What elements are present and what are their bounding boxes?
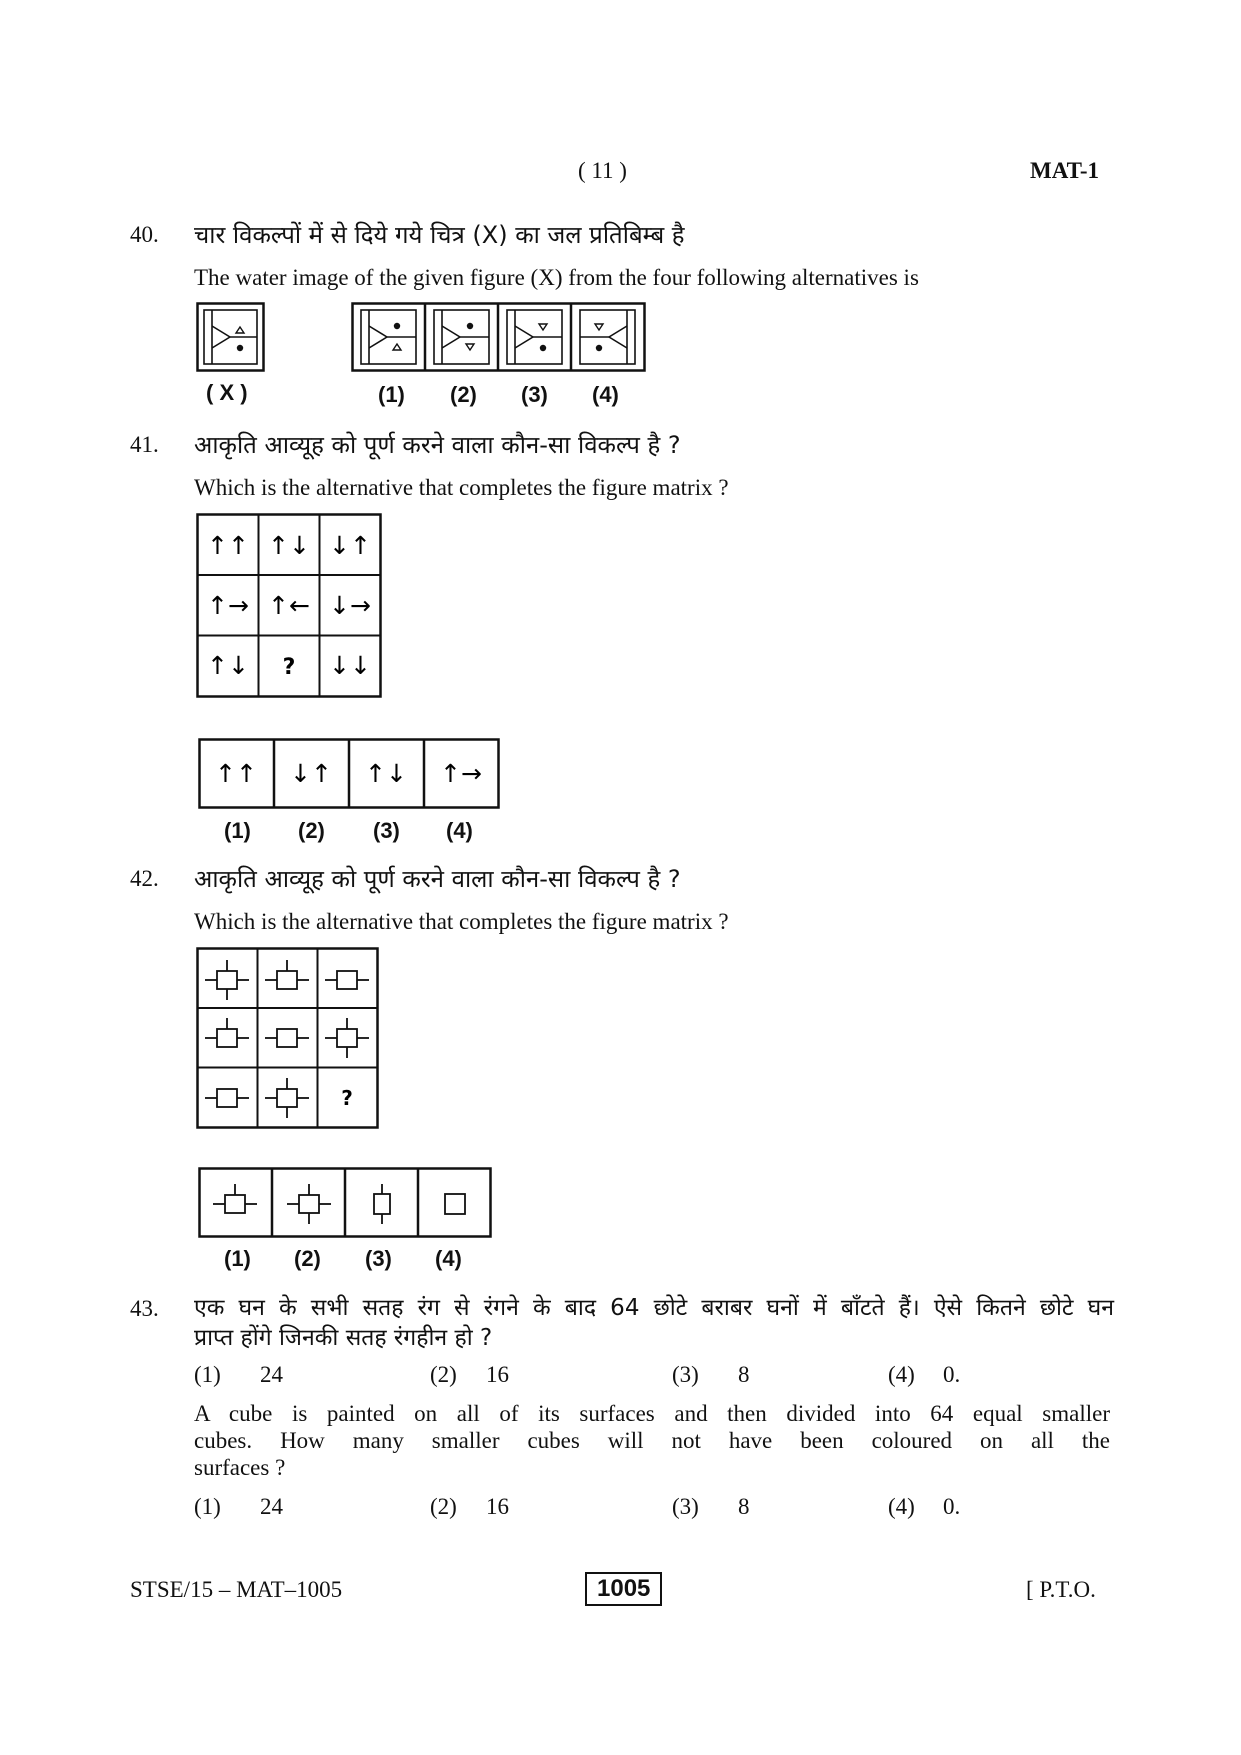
- q43-english-option-4-value: 0.: [943, 1494, 961, 1519]
- q41-matrix-cell-2-2: ↑←: [268, 591, 310, 620]
- q42-option-4-label: (4): [435, 1246, 462, 1271]
- q41-hindi-text: आकृति आव्यूह को पूर्ण करने वाला कौन-सा विकल्प है ?: [194, 431, 681, 459]
- q43-english-option-3-label: (3): [672, 1494, 699, 1519]
- q41-matrix-cell-1-1: ↑↑: [207, 531, 249, 560]
- q42-figure-matrix: [196, 947, 381, 1131]
- q42-option-2-label: (2): [294, 1246, 321, 1271]
- q41-matrix-cell-1-2: ↑↓: [268, 531, 310, 560]
- footer-booklet-number: 1005: [585, 1572, 662, 1606]
- q41-option-2-figure: ↓↑: [290, 759, 332, 788]
- q41-option-1-figure: ↑↑: [215, 759, 257, 788]
- q40-option-3-label: (3): [521, 382, 548, 407]
- q41-option-3-figure: ↑↓: [365, 759, 407, 788]
- q43-english-option-2-label: (2): [430, 1494, 457, 1519]
- q41-english-text: Which is the alternative that completes the figure matrix ?: [194, 475, 729, 500]
- question-number-42: 42.: [130, 866, 159, 891]
- q41-matrix-cell-2-3: ↓→: [329, 591, 371, 620]
- q43-hindi-option-4-value: 0.: [943, 1362, 961, 1387]
- q42-option-4-figure: [445, 1194, 465, 1214]
- q43-hindi-option-2-label: (2): [430, 1362, 457, 1387]
- q41-option-4-figure: ↑→: [440, 759, 482, 788]
- q40-option-2-label: (2): [450, 382, 477, 407]
- q43-english-line-1: A cube is painted on all of its surfaces and then divided into 64 equal smaller: [194, 1401, 1110, 1426]
- page-number: ( 11 ): [578, 158, 627, 183]
- q42-option-1-figure: [213, 1184, 257, 1213]
- q41-option-4-label: (4): [446, 818, 473, 843]
- q40-option-3-figure: [507, 310, 562, 364]
- q43-english-option-1-value: 24: [260, 1494, 283, 1519]
- q43-hindi-option-2-value: 16: [486, 1362, 509, 1387]
- q43-english-option-1-label: (1): [194, 1494, 221, 1519]
- q42-matrix-missing-cell: ?: [341, 1086, 353, 1110]
- question-number-43: 43.: [130, 1296, 159, 1321]
- q43-english-option-2-value: 16: [486, 1494, 509, 1519]
- paper-code: MAT-1: [1030, 158, 1099, 183]
- q42-english-text: Which is the alternative that completes the figure matrix ?: [194, 909, 729, 934]
- q41-matrix-cell-3-1: ↑↓: [207, 651, 249, 680]
- q43-english-option-3-value: 8: [738, 1494, 750, 1519]
- q40-figure-x-label: ( X ): [206, 380, 248, 405]
- q43-english-option-4-label: (4): [888, 1494, 915, 1519]
- q41-matrix-missing-cell: ?: [282, 655, 296, 680]
- q43-hindi-line-2: प्राप्त होंगे जिनकी सतह रंगहीन हो ?: [194, 1325, 493, 1351]
- q40-hindi-text: चार विकल्पों में से दिये गये चित्र (X) का जल प्रतिबिम्ब है: [194, 221, 685, 249]
- question-number-41: 41.: [130, 432, 159, 457]
- q40-option-2-figure: [434, 310, 489, 364]
- q43-hindi-line-1: एक घन के सभी सतह रंग से रंगने के बाद 64 छोटे बराबर घनों में बाँटते हैं। ऐसे कितने छोटे घन: [194, 1295, 1114, 1321]
- q42-option-2-figure: [287, 1184, 331, 1224]
- q41-option-1-label: (1): [224, 818, 251, 843]
- question-number-40: 40.: [130, 222, 159, 247]
- q43-hindi-option-4-label: (4): [888, 1362, 915, 1387]
- q40-option-1-figure: [361, 310, 416, 364]
- q42-option-3-figure: [374, 1184, 390, 1224]
- q41-matrix-cell-1-3: ↓↑: [329, 531, 371, 560]
- q43-english-line-3: surfaces ?: [194, 1455, 286, 1480]
- q41-matrix-cell-2-1: ↑→: [207, 591, 249, 620]
- q40-option-1-label: (1): [378, 382, 405, 407]
- q43-english-line-2: cubes. How many smaller cubes will not have been coloured on all the: [194, 1428, 1110, 1453]
- q40-option-4-figure: [580, 310, 635, 364]
- q40-english-text: The water image of the given figure (X) from the four following alternatives is: [194, 265, 919, 290]
- q41-option-3-label: (3): [373, 818, 400, 843]
- q40-option-4-label: (4): [592, 382, 619, 407]
- q41-option-2-label: (2): [298, 818, 325, 843]
- q43-hindi-option-3-label: (3): [672, 1362, 699, 1387]
- q42-options-strip: [198, 1167, 494, 1239]
- q41-matrix-cell-3-3: ↓↓: [329, 651, 371, 680]
- q41-options-strip: [198, 738, 502, 810]
- footer-pto: [ P.T.O.: [1026, 1577, 1096, 1602]
- q43-hindi-option-1-value: 24: [260, 1362, 283, 1387]
- q42-option-3-label: (3): [365, 1246, 392, 1271]
- q42-option-1-label: (1): [224, 1246, 251, 1271]
- q41-figure-matrix: [196, 513, 384, 700]
- q43-hindi-option-1-label: (1): [194, 1362, 221, 1387]
- footer-paper-code: STSE/15 – MAT–1005: [130, 1577, 343, 1602]
- q40-figure-x: [196, 302, 266, 374]
- q43-hindi-option-3-value: 8: [738, 1362, 750, 1387]
- q42-hindi-text: आकृति आव्यूह को पूर्ण करने वाला कौन-सा विकल्प है ?: [194, 865, 681, 893]
- q40-options-strip: [351, 302, 647, 374]
